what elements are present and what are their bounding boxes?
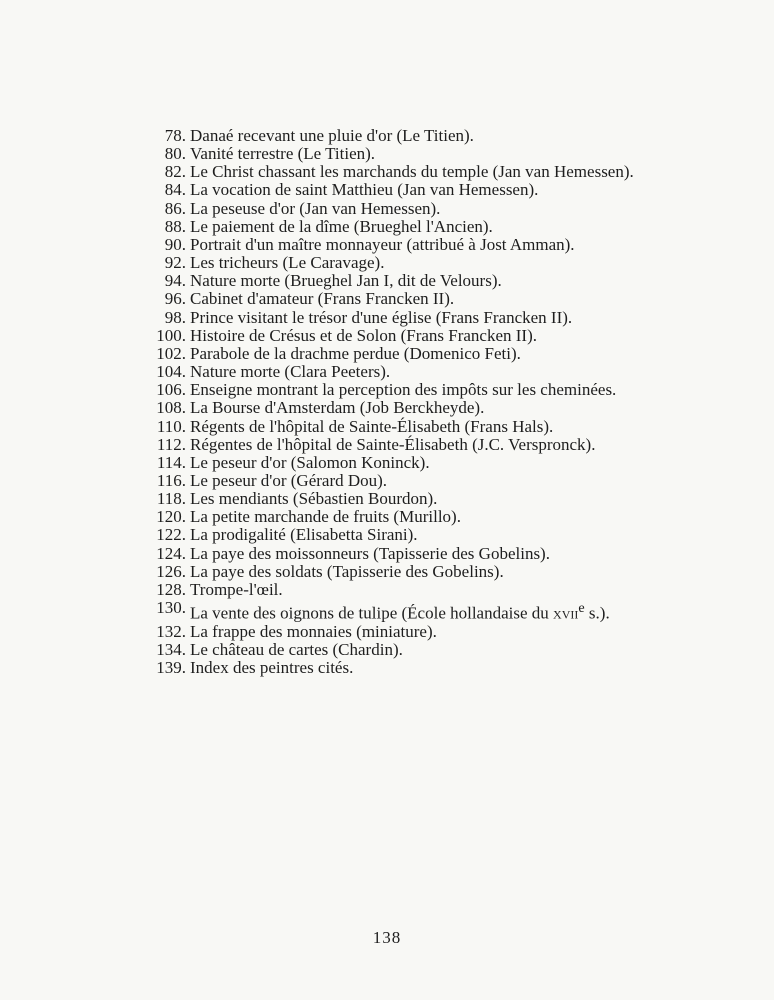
toc-entry-page: 84.: [164, 180, 186, 200]
toc-entry-page: 122.: [156, 525, 186, 545]
toc-entry-page: 78.: [164, 126, 186, 145]
toc-entry: [150, 623, 655, 641]
toc-entry: [150, 563, 655, 581]
toc-entry: [150, 236, 655, 254]
toc-entry-page: 114.: [156, 452, 186, 472]
toc-entry-page: 96.: [164, 289, 186, 309]
toc-entry: [150, 418, 655, 436]
toc-entry-title: La vente des oignons de tulipe (École hollandaise du xvii$^e$ s.).: [190, 600, 610, 623]
toc-entry-page: 98.: [164, 307, 186, 327]
toc-entry-page: 102.: [156, 343, 186, 363]
toc-entry: [150, 641, 655, 659]
toc-entry-page: 82.: [164, 162, 186, 182]
toc-entry-title-tail: s.).: [584, 603, 610, 623]
toc-entry-title: Vanité terrestre (Le Titien).: [190, 144, 376, 164]
toc-entry-page: 108.: [156, 398, 186, 418]
toc-entry-title: La petite marchande de fruits (Murillo).: [190, 507, 461, 527]
toc-entry-title: Les tricheurs (Le Caravage).: [190, 253, 385, 273]
toc-entry: [150, 327, 655, 345]
page-number: 138: [372, 928, 402, 947]
toc-entry-title: La Bourse d'Amsterdam (Job Berckheyde).: [190, 398, 485, 418]
toc-entry-title: Enseigne montrant la perception des impôts sur les cheminées.: [190, 380, 617, 400]
toc-entry-title: La paye des soldats (Tapisserie des Gobelins).: [190, 561, 504, 581]
toc-entry: [150, 381, 655, 399]
toc-entry: [150, 472, 655, 490]
toc-entry: [150, 163, 655, 181]
toc-entry-title: La vocation de saint Matthieu (Jan van Hemessen).: [190, 180, 539, 200]
toc-entry: [150, 218, 655, 236]
toc-entry-page: 104.: [156, 362, 186, 382]
table-of-contents: [150, 127, 655, 677]
toc-entry-title: La prodigalité (Elisabetta Sirani).: [190, 525, 418, 545]
toc-entry: [150, 309, 655, 327]
toc-entry-page: 120.: [156, 507, 186, 527]
toc-entry-title: La paye des moissonneurs (Tapisserie des Gobelins).: [190, 543, 550, 563]
toc-entry-page: 134.: [156, 640, 186, 660]
toc-entry-page: 126.: [156, 561, 186, 581]
toc-entry-title: Le château de cartes (Chardin).: [190, 640, 403, 660]
toc-entry: [150, 254, 655, 272]
toc-entry-page: 90.: [164, 234, 186, 254]
toc-entry-title: Histoire de Crésus et de Solon (Frans Francken II).: [190, 325, 538, 345]
toc-entry-page: 86.: [164, 198, 186, 218]
toc-entry-page: 106.: [156, 380, 186, 400]
toc-entry-title: Régents de l'hôpital de Sainte-Élisabeth (Frans Hals).: [190, 416, 554, 436]
toc-entry-title: Le paiement de la dîme (Brueghel l'Ancien).: [190, 216, 493, 236]
toc-entry: [150, 127, 655, 145]
toc-entry: [150, 454, 655, 472]
toc-entry: [150, 200, 655, 218]
toc-entry-page: 100.: [156, 325, 186, 345]
toc-entry-title: Prince visitant le trésor d'une église (Frans Francken II).: [190, 307, 573, 327]
toc-entry: [150, 272, 655, 290]
toc-entry: [150, 145, 655, 163]
toc-entry: [150, 581, 655, 599]
toc-entry-title: Trompe-l'œil.: [190, 579, 283, 599]
toc-entry: [150, 599, 655, 623]
toc-entry-title: Parabole de la drachme perdue (Domenico Feti).: [190, 343, 521, 363]
toc-entry-page: 112.: [156, 434, 186, 454]
toc-entry-page: 80.: [164, 144, 186, 164]
toc-entry-page: 128.: [156, 579, 186, 599]
toc-entry: [150, 490, 655, 508]
toc-entry-title: Nature morte (Brueghel Jan I, dit de Velours).: [190, 271, 502, 291]
toc-entry-page: 94.: [164, 271, 186, 291]
century-superscript: e: [578, 600, 585, 617]
toc-entry: [150, 508, 655, 526]
toc-entry-title: Régentes de l'hôpital de Sainte-Élisabeth (J.C. Verspronck).: [190, 434, 596, 454]
toc-entry-title: Index des peintres cités.: [190, 658, 354, 678]
toc-entry: [150, 363, 655, 381]
toc-entry-title: Nature morte (Clara Peeters).: [190, 362, 391, 382]
toc-entry-page: 92.: [164, 253, 186, 273]
toc-entry-title: Le peseur d'or (Salomon Koninck).: [190, 452, 430, 472]
toc-entry: [150, 181, 655, 199]
toc-entry-title: Le peseur d'or (Gérard Dou).: [190, 470, 388, 490]
toc-entry-title: Portrait d'un maître monnayeur (attribué à Jost Amman).: [190, 234, 575, 254]
toc-entry: [150, 290, 655, 308]
toc-entry-page: 118.: [156, 489, 186, 509]
toc-entry-page: 88.: [164, 216, 186, 236]
toc-entry-title: Les mendiants (Sébastien Bourdon).: [190, 489, 438, 509]
toc-entry-page: 130.: [156, 598, 186, 618]
toc-entry-title: Le Christ chassant les marchands du temple (Jan van Hemessen).: [190, 162, 634, 182]
toc-entry-page: 110.: [156, 416, 186, 436]
toc-entry: [150, 526, 655, 544]
toc-entry: [150, 399, 655, 417]
toc-entry-page: 124.: [156, 543, 186, 563]
toc-entry-title: La frappe des monnaies (miniature).: [190, 621, 437, 641]
toc-entry: [150, 345, 655, 363]
century-numeral: xvii: [553, 603, 579, 623]
toc-entry-page: 132.: [156, 621, 186, 641]
toc-entry: [150, 436, 655, 454]
toc-entry-title: Danaé recevant une pluie d'or (Le Titien).: [190, 126, 474, 145]
toc-entry-page: 139.: [156, 658, 186, 678]
toc-entry-page: 116.: [156, 470, 186, 490]
toc-entry: [150, 659, 655, 677]
toc-entry-title: La peseuse d'or (Jan van Hemessen).: [190, 198, 441, 218]
toc-entry: [150, 545, 655, 563]
toc-entry-title: Cabinet d'amateur (Frans Francken II).: [190, 289, 455, 309]
